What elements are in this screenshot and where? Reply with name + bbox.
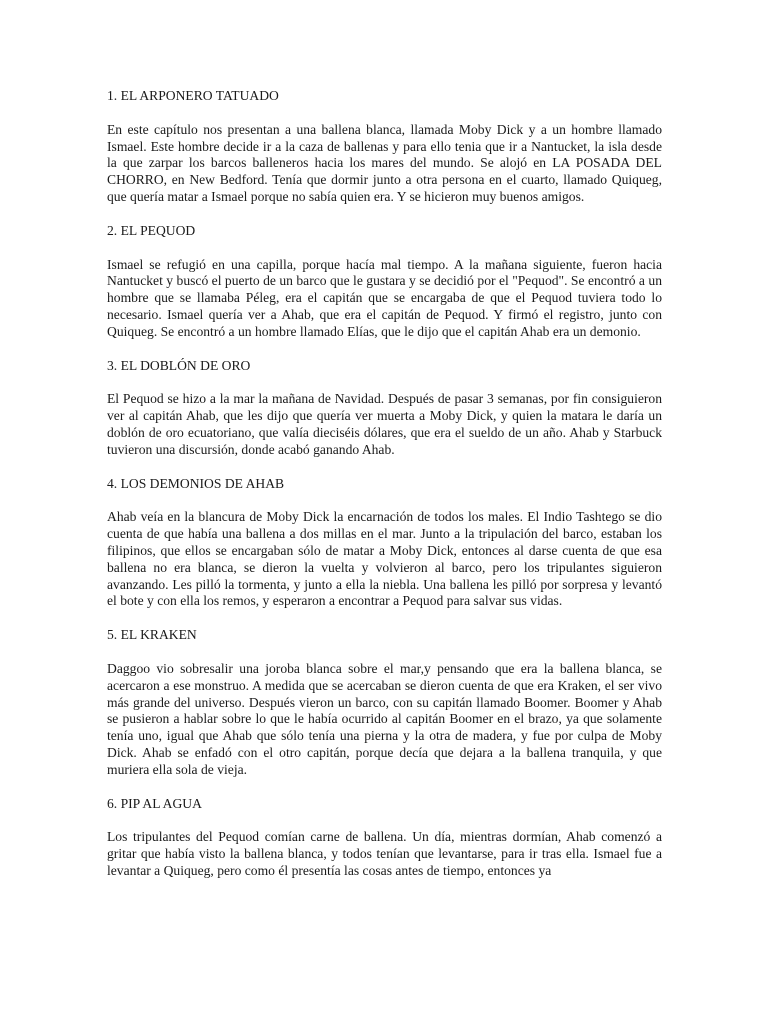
section-6 [107,796,662,880]
section-paragraph: Ahab veía en la blancura de Moby Dick la encarnación de todos los males. El Indio Tashtego se dio cuenta de que había una ballena a dos millas en el mar. Junto a la tripulación del barco, estaban los filipinos, que ellos se encargaban sólo de matar a Moby Dick, entonces al darse cuenta de que esa ballena no era blanca, se dieron la vuelta y volvieron al barco, pero los tripulantes siguieron avanzando. Les pilló la tormenta, y junto a ella la niebla. Una ballena les pilló por sorpresa y levantó el bote y con ella los remos, y esperaron a encontrar a Pequod para salvar sus vidas. [107,509,662,609]
section-paragraph: En este capítulo nos presentan a una ballena blanca, llamada Moby Dick y a un hombre llamado Ismael. Este hombre decide ir a la caza de ballenas y para ello tenia que ir a Nantucket, la isla desde la que zarpar los barcos balleneros hacia los mares del mundo. Se alojó en LA POSADA DEL CHORRO, en New Bedford. Tenía que dormir junto a otra persona en el cuarto, llamado Quiqueg, que quería matar a Ismael porque no sabía quien era. Y se hicieron muy buenos amigos. [107,121,662,204]
section-1 [107,88,662,206]
section-heading: 1. EL ARPONERO TATUADO [107,88,279,103]
section-paragraph: Daggoo vio sobresalir una joroba blanca sobre el mar,y pensando que era la ballena blanca, se acercaron a ese monstruo. A medida que se acercaban se dieron cuenta de que era Kraken, el ser vivo más grande del universo. Después vieron un barco, con su capitán llamado Boomer. Boomer y Ahab se pusieron a hablar sobre lo que le había ocurrido al capitán Boomer en el brazo, ya que solamente tenía uno, igual que Ahab que sólo tenía una pierna y la otra de madera, y fue por culpa de Moby Dick. Ahab se enfadó con el otro capitán, porque decía que dejara a la ballena tranquila, y que muriera ella sola de vieja. [107,660,662,777]
section-paragraph: Ismael se refugió en una capilla, porque hacía mal tiempo. A la mañana siguiente, fueron hacia Nantucket y buscó el puerto de un barco que le gustara y se decidió por el "Pequod". Se encontró a un hombre que se llamaba Péleg, era el capitán que se encargaba de que el Pequod tuviera todo lo necesario. Ismael quería ver a Ahab, que era el capitán de Pequod. Y firmó el registro, junto con Quiqueg. Se encontró a un hombre llamado Elías, que le dijo que el capitán Ahab era un demonio. [107,256,662,339]
section-heading: 2. EL PEQUOD [107,222,196,238]
section-heading: 4. LOS DEMONIOS DE AHAB [107,475,285,491]
section-4 [107,476,662,611]
section-3 [107,358,662,459]
section-2 [107,223,662,341]
section-heading: 3. EL DOBLÓN DE ORO [107,357,251,373]
section-5 [107,627,662,778]
section-paragraph: Los tripulantes del Pequod comían carne de ballena. Un día, mientras dormían, Ahab comenzó a gritar que había visto la ballena blanca, y todos tenían que levantarse, para ir tras ella. Ismael fue a levantar a Quiqueg, pero como él presentía las cosas antes de tiempo, entonces ya [107,829,662,878]
document-page [107,88,662,897]
section-heading: 5. EL KRAKEN [107,627,197,643]
section-heading: 6. PIP AL AGUA [107,795,202,811]
section-paragraph: El Pequod se hizo a la mar la mañana de Navidad. Después de pasar 3 semanas, por fin consiguieron ver al capitán Ahab, que les dijo que quería ver muerta a Moby Dick, y quien la matara le daría un doblón de oro ecuatoriano, que valía dieciséis dólares, que era el sueldo de un año. Ahab y Starbuck tuvieron una discursión, donde acabó ganando Ahab. [107,391,662,457]
